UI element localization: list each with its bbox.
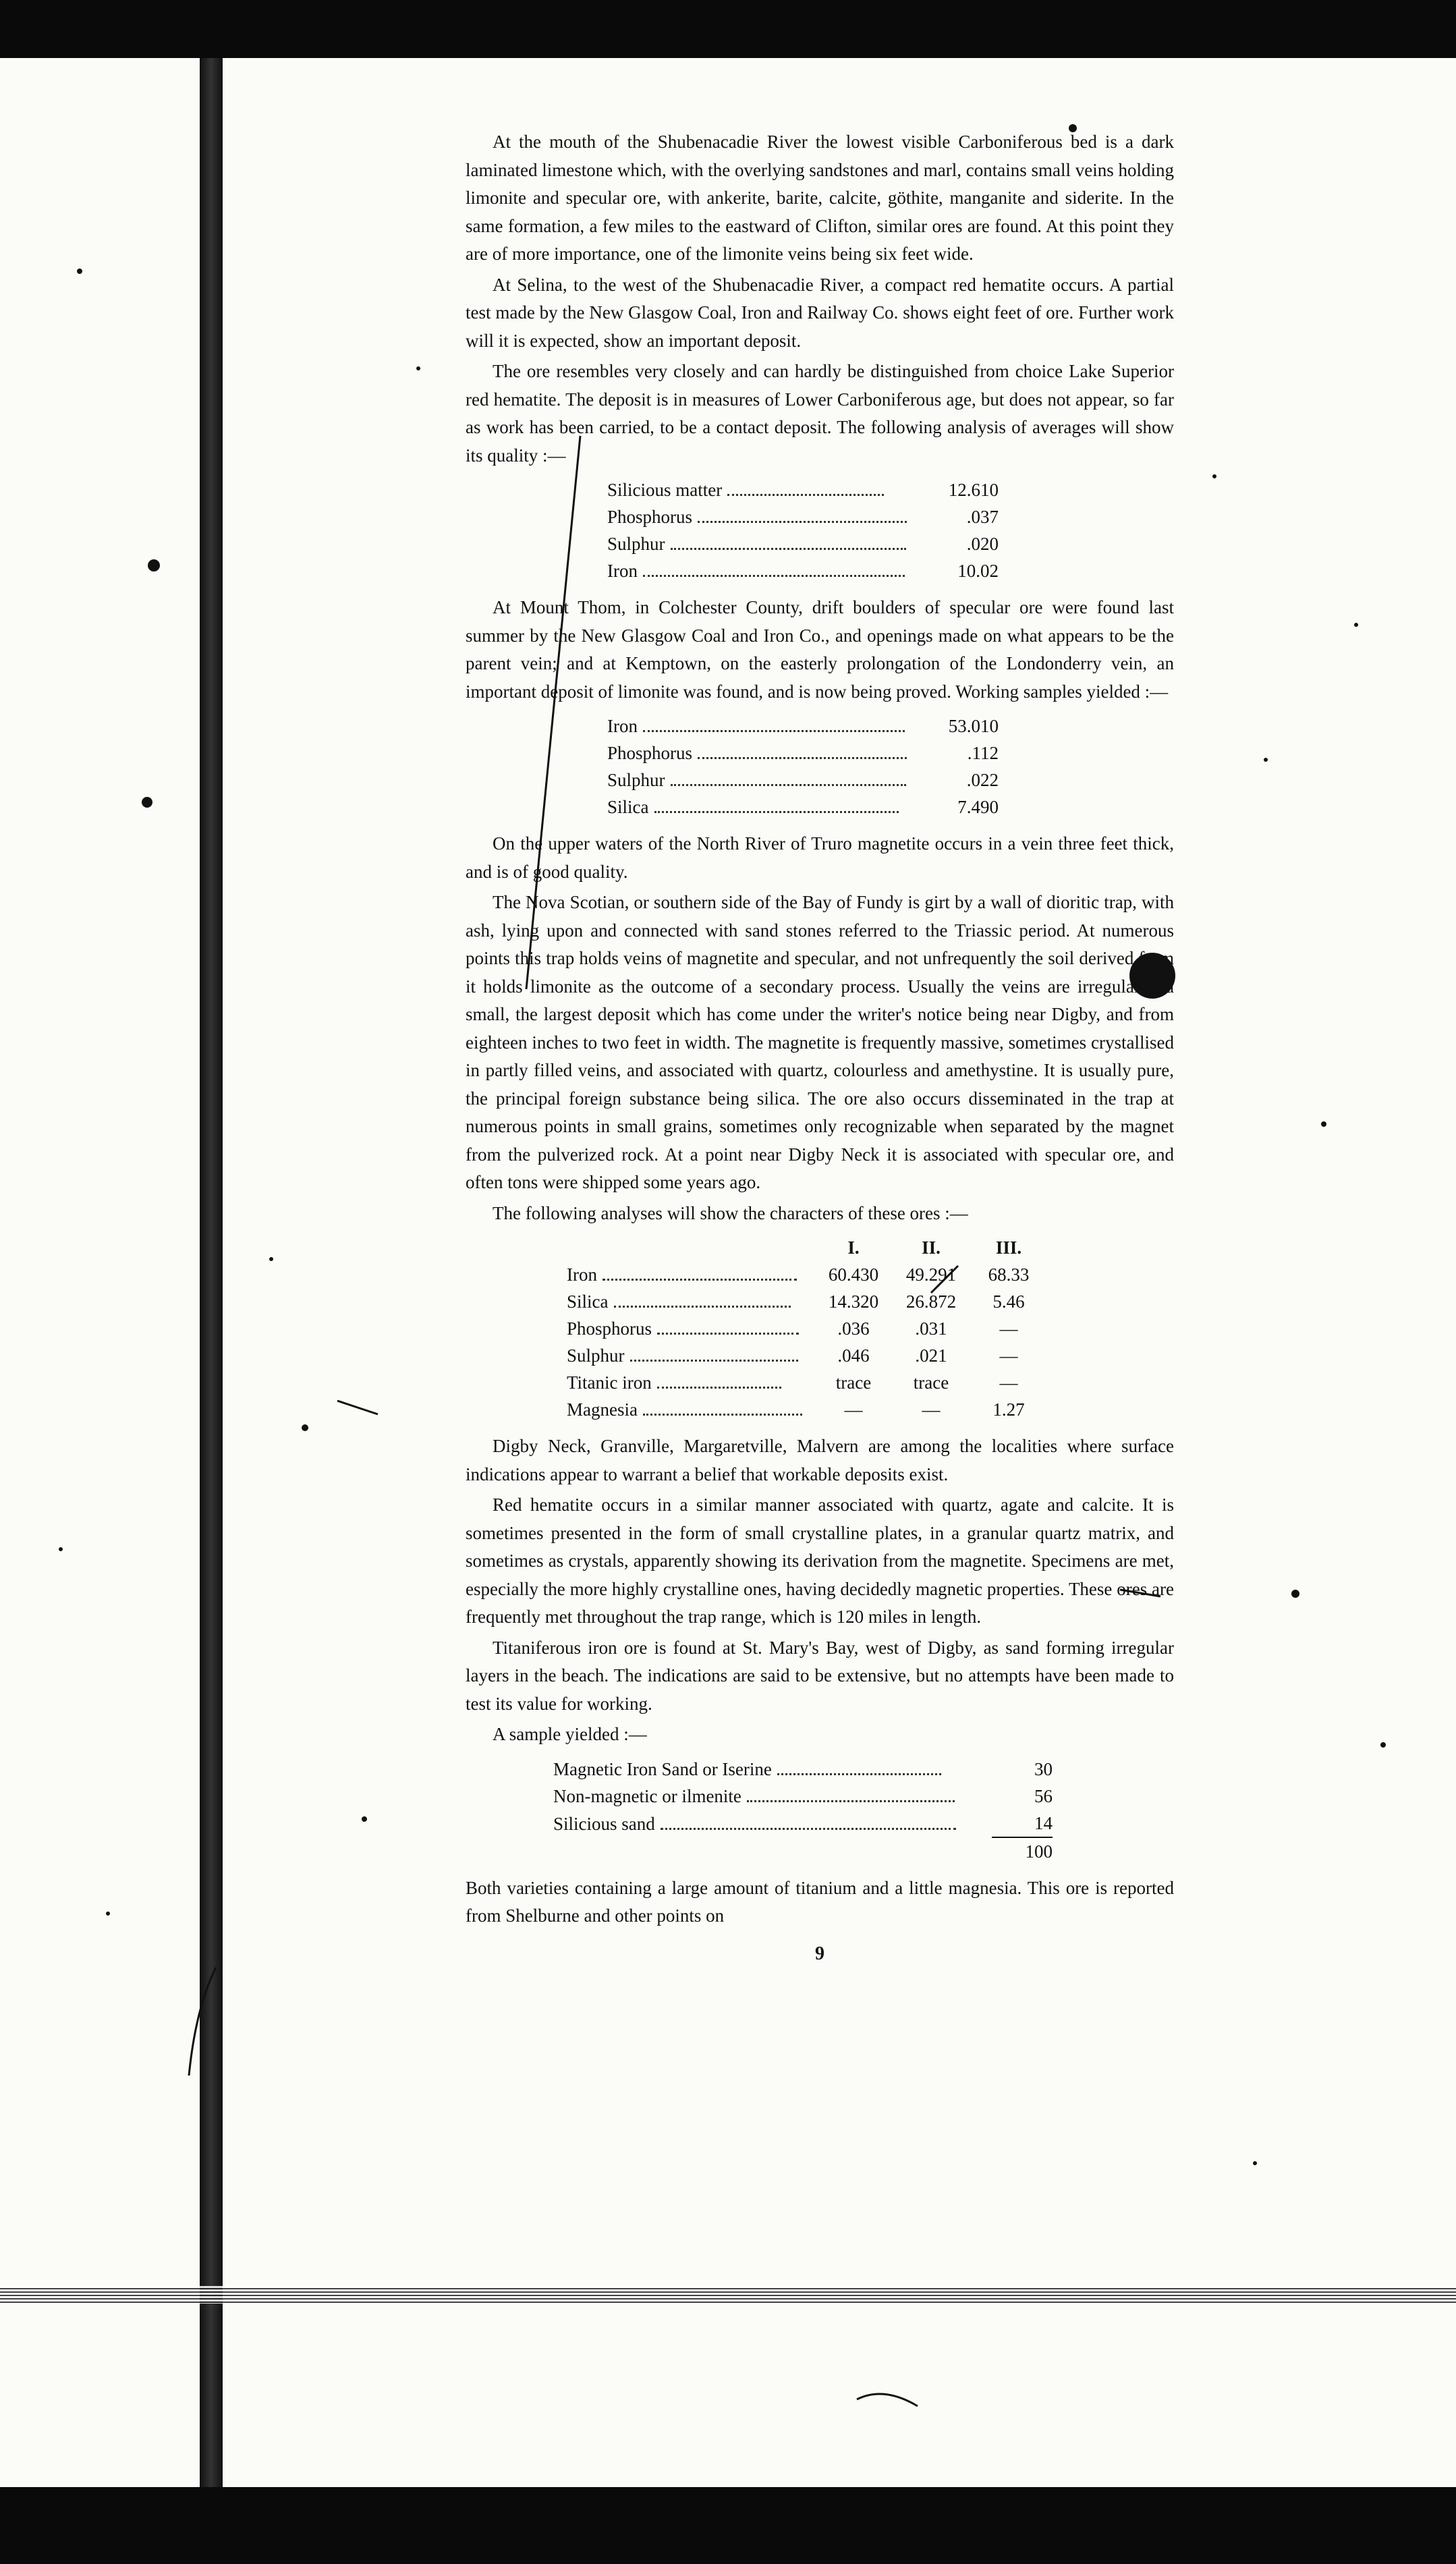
row-label: Silica — [607, 797, 649, 817]
cell-value: .036 — [837, 1318, 870, 1339]
paragraph-both-varieties: Both varieties containing a large amount of titanium and a little magnesia. This ore is reported from Shelburne and other points on — [466, 1877, 1174, 1926]
paragraph-north-river: On the upper waters of the North River of Truro magnetite occurs in a vein three feet thick, and is of good quality. — [466, 833, 1174, 882]
table-row — [567, 1396, 1046, 1423]
row-label: Silicious sand — [553, 1813, 655, 1834]
row-label: Phosphorus — [567, 1318, 652, 1339]
row-value: .112 — [967, 743, 999, 763]
table-row — [553, 1756, 1053, 1783]
row-label: Silica — [567, 1291, 609, 1312]
cell-value: .046 — [837, 1345, 870, 1366]
table-row — [567, 1261, 1046, 1288]
leader-dots — [643, 575, 905, 577]
cell-value: 68.33 — [988, 1264, 1030, 1285]
cell-value: .031 — [915, 1318, 947, 1339]
cell-value: .021 — [915, 1345, 947, 1366]
cell-value: 49.291 — [905, 1264, 957, 1285]
row-value: .022 — [966, 770, 999, 790]
row-label: Silicious matter — [607, 480, 723, 500]
leader-dots — [671, 548, 906, 550]
table-row — [607, 740, 999, 767]
kemptown-samples-table — [607, 713, 999, 820]
column-header-iii: III. — [995, 1237, 1022, 1258]
document-page — [466, 128, 1174, 2422]
cell-value: — — [844, 1399, 863, 1420]
cell-value: 26.872 — [905, 1291, 957, 1312]
table-row — [607, 476, 999, 503]
paragraph-selina: At Selina, to the west of the Shubenacadie River, a compact red hematite occurs. A partial test made by the New Glasgow Coal, Iron and Railway Co. shows eight feet of ore. Further work will it is expected, show an important deposit. — [466, 274, 1174, 351]
table-row — [553, 1783, 1053, 1810]
paragraph-following-analyses: The following analyses will show the characters of these ores :— — [493, 1202, 968, 1223]
row-value: .020 — [966, 534, 999, 554]
cell-value: — — [999, 1318, 1018, 1339]
leader-dots — [643, 1414, 802, 1416]
row-label: Iron — [607, 561, 638, 581]
paragraph-nova-scotian: The Nova Scotian, or southern side of the Bay of Fundy is girt by a wall of dioritic trap, with ash, lying upon and connected with sand stones referred to the Triassic period. At numerous points this trap holds veins of magnetite and specular, and not unfrequently the soil derived from it holds limonite as the outcome of a secondary process. Usually the veins are irregular and small, the largest deposit which has come under the writer's notice being near Digby, and from eighteen inches to two feet in width. The magnetite is frequently massive, sometimes crystallised in partly filled veins, and associated with quartz, colourless and amethystine. It is usually pure, the principal foreign substance being silica. The ore also occurs disseminated in the trap at numerous points in small grains, sometimes only recognizable when separated by the magnet from the pulverized rock. At a point near Digby Neck it is associated with specular ore, and often tons were shipped some years ago. — [466, 892, 1174, 1192]
table-row — [607, 557, 999, 584]
row-value: 12.610 — [948, 480, 999, 500]
cell-value: 5.46 — [992, 1291, 1025, 1312]
leader-dots — [698, 521, 907, 523]
page-number: 9 — [815, 1943, 824, 1964]
row-value: 30 — [1034, 1758, 1053, 1779]
cell-value: 60.430 — [828, 1264, 879, 1285]
row-label: Titanic iron — [567, 1372, 652, 1393]
table-row — [567, 1342, 1046, 1369]
row-label: Sulphur — [607, 534, 665, 554]
row-label: Sulphur — [607, 770, 665, 790]
table-row — [567, 1288, 1046, 1315]
cell-value: 1.27 — [992, 1399, 1025, 1420]
digby-analyses-table — [567, 1234, 1046, 1423]
row-value: .037 — [966, 507, 999, 527]
leader-dots — [614, 1306, 791, 1308]
cell-value: — — [922, 1399, 941, 1420]
leader-dots — [671, 784, 906, 786]
paragraph-digby-neck: Digby Neck, Granville, Margaretville, Malvern are among the localities where surface indications appear to warrant a belief that workable deposits exist. — [466, 1436, 1174, 1484]
row-label: Sulphur — [567, 1345, 625, 1366]
leader-dots — [657, 1387, 781, 1389]
leader-dots — [630, 1360, 798, 1362]
row-value: 14 — [1034, 1812, 1053, 1833]
leader-dots — [654, 811, 899, 813]
row-label: Iron — [567, 1264, 597, 1285]
leader-dots — [657, 1333, 799, 1335]
leader-dots — [643, 730, 905, 732]
row-value: 10.02 — [957, 561, 999, 581]
leader-dots — [603, 1279, 797, 1281]
cell-value: 14.320 — [828, 1291, 879, 1312]
sand-sample-total: 100 — [992, 1837, 1053, 1865]
paragraph-red-hematite: Red hematite occurs in a similar manner associated with quartz, agate and calcite. It is sometimes presented in the form of small crystalline plates, in a granular quartz matrix, and sometimes as crystals, apparently showing its derivation from the magnetite. Specimens are met, especially the more highly crystalline ones, having decidedly magnetic properties. These ores are frequently met throughout the trap range, which is 120 miles in length. — [466, 1495, 1174, 1627]
leader-dots — [698, 757, 907, 759]
cell-value: trace — [913, 1372, 949, 1393]
table-row — [567, 1369, 1046, 1396]
row-label: Iron — [607, 716, 638, 736]
row-value: 56 — [1034, 1785, 1053, 1806]
table-row — [553, 1810, 1053, 1837]
table-row — [607, 713, 999, 740]
paragraph-mount-thom: At Mount Thom, in Colchester County, drift boulders of specular ore were found last summer by the New Glasgow Coal and Iron Co., and openings made on what appears to be the parent vein; and at Kemptown, on the easterly prolongation of the Londonderry vein, an important deposit of limonite was found, and is now being proved. Working samples yielded :— — [466, 597, 1174, 702]
table-row — [567, 1315, 1046, 1342]
row-label: Magnetic Iron Sand or Iserine — [553, 1758, 772, 1779]
leader-dots — [777, 1773, 941, 1775]
leader-dots — [727, 494, 884, 496]
row-label: Magnesia — [567, 1399, 638, 1420]
cell-value: — — [999, 1372, 1018, 1393]
column-header-ii: II. — [922, 1237, 941, 1258]
paragraph-titaniferous: Titaniferous iron ore is found at St. Mary's Bay, west of Digby, as sand forming irregular layers in the beach. The indications are said to be extensive, but no attempts have been made to test its value for working. — [466, 1637, 1174, 1714]
selina-analysis-table — [607, 476, 999, 584]
paragraph-sample-yielded: A sample yielded :— — [493, 1724, 647, 1744]
paragraph-shubenacadie: At the mouth of the Shubenacadie River the lowest visible Carboniferous bed is a dark laminated limestone which, with the overlying sandstones and marl, contains small veins holding limonite and specular ore, with ankerite, barite, calcite, göthite, manganite and siderite. In the same formation, a few miles to the eastward of Clifton, similar ores are found. At this point they are of more importance, one of the limonite veins being six feet wide. — [466, 132, 1174, 264]
table-row — [607, 530, 999, 557]
row-value: 53.010 — [948, 716, 999, 736]
row-label: Phosphorus — [607, 507, 693, 527]
column-header-i: I. — [847, 1237, 860, 1258]
leader-dots — [661, 1828, 956, 1830]
row-label: Non-magnetic or ilmenite — [553, 1785, 741, 1806]
cell-value: trace — [835, 1372, 872, 1393]
leader-dots — [747, 1800, 955, 1802]
cell-value: — — [999, 1345, 1018, 1366]
paragraph-ore-resemblance: The ore resembles very closely and can hardly be distinguished from choice Lake Superior red hematite. The deposit is in measures of Lower Carboniferous age, but does not appear, so far as work has been carried, to be a contact deposit. The following analysis of averages will show its quality :— — [466, 361, 1174, 466]
table-row — [607, 793, 999, 820]
row-label: Phosphorus — [607, 743, 693, 763]
table-row — [607, 503, 999, 530]
sand-sample-table — [553, 1756, 1053, 1865]
row-value: 7.490 — [957, 797, 999, 817]
table-row — [607, 767, 999, 793]
